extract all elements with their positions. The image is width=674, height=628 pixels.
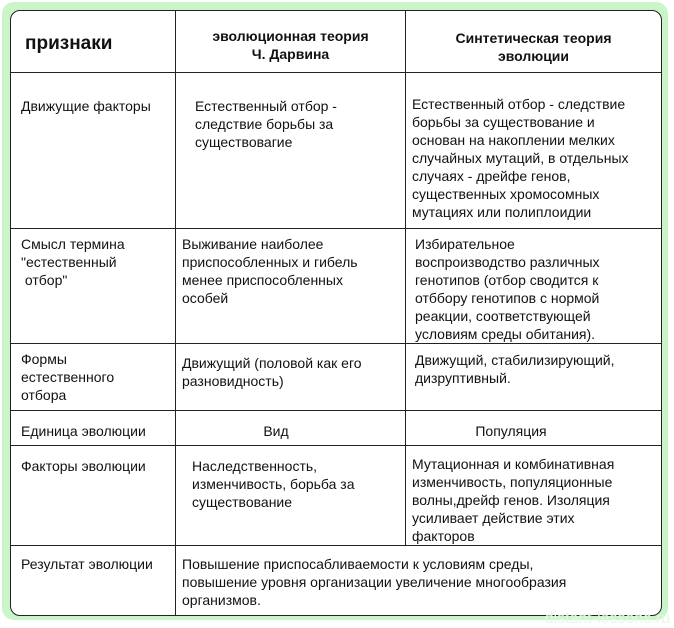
row-divider [11,72,661,73]
row-divider [11,228,661,229]
darwin-cell: Вид [263,423,289,439]
darwin-cell: Естественный отбор - следствие борьбы за существовагие [195,98,337,150]
feature-cell: Движущие факторы [21,98,151,114]
synthetic-cell: Избирательное воспроизводство различных генотипов (отбор сводится к отббору генотипов с нормой реакции, соответствующей условиям среды обитания). [415,236,600,342]
synthetic-cell: Естественный отбор - следствие борьбы за существование и основан на накоплении мелких случайных мутаций, в отдельных случаях - дрейфе генов, существенных хромосомных мутациях или полиплоидии [412,96,629,220]
synthetic-cell: Мутационная и комбинативная изменчивость, популяционные волны,дрейф генов. Изоляция усиливает действие этих факторов [412,456,615,544]
feature-cell: Смысл термина "естественный отбор" [21,236,125,288]
header-synthetic: Синтетическая теория эволюции [455,30,612,64]
header-features: признаки [25,33,113,54]
darwin-cell: Наследственность, изменчивость, борьба за существование [192,458,355,510]
feature-cell: Формы естественного отбора [21,351,115,403]
column-divider [175,11,176,616]
result-cell: Повышение приспосабливаемости к условиям среды, повышение уровня организации увеличение многообразия организмов. [182,556,567,608]
header-darwin: эволюционная теория Ч. Дарвина [212,28,369,62]
row-divider [11,410,661,411]
synthetic-cell: Популяция [475,423,547,439]
row-divider [11,445,661,446]
synthetic-cell: Движущий, стабилизирующий, дизруптивный. [415,352,615,386]
feature-cell: Результат эволюции [21,556,153,572]
comparison-table [10,10,662,616]
feature-cell: Факторы эволюции [21,458,146,474]
watermark: distant-lessons.ru [544,610,670,627]
feature-cell: Единица эволюции [21,423,146,439]
darwin-cell: Выживание наиболее приспособленных и гибель менее приспособленных особей [182,236,358,306]
darwin-cell: Движущий (половой как его разновидность) [182,355,362,389]
